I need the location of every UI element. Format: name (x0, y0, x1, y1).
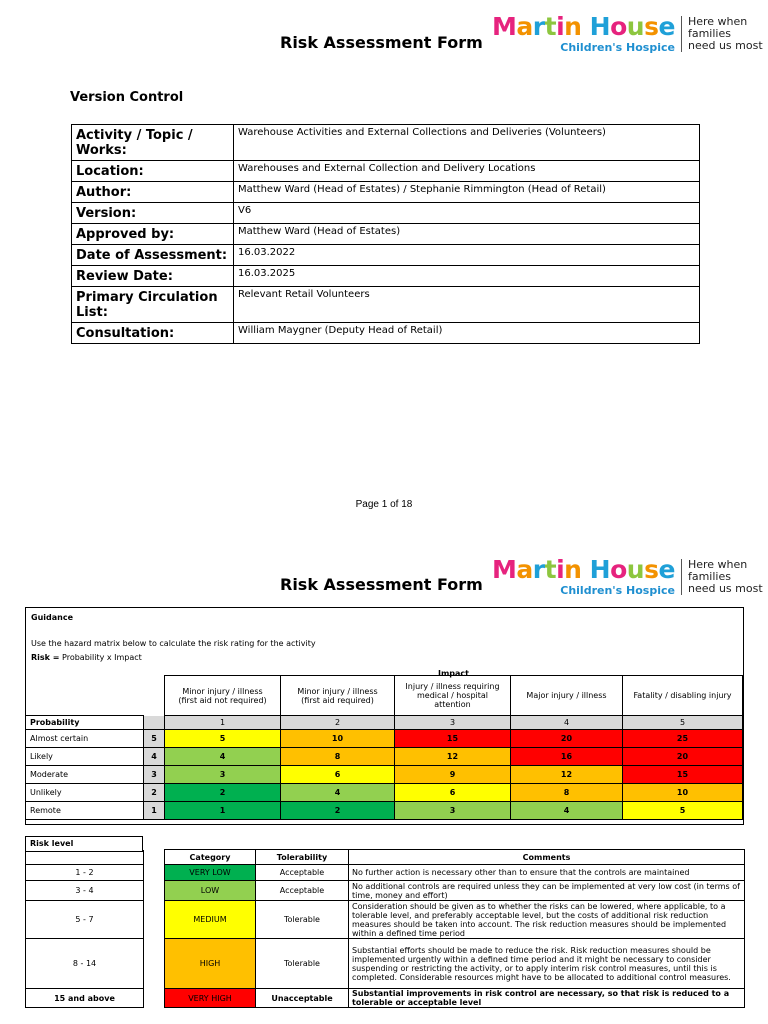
score-range: 5 - 7 (26, 901, 144, 939)
logo-letter: u (626, 555, 645, 584)
matrix-row (26, 784, 743, 802)
hazard-matrix (25, 669, 743, 820)
risk-score-cell: 2 (165, 784, 281, 802)
risk-level-row (26, 989, 745, 1008)
impact-header: Major injury / illness (511, 676, 623, 716)
tagline-line: families (687, 570, 731, 583)
row-value: V6 (234, 203, 700, 224)
probability-row-label: Remote (26, 802, 144, 820)
risk-score-cell: 6 (395, 784, 511, 802)
table-row (72, 161, 700, 182)
risk-score-cell: 10 (623, 784, 743, 802)
logo-letter: M (492, 12, 517, 41)
logo-letter: i (556, 12, 565, 41)
logo-letter: a (516, 555, 533, 584)
tolerability: Tolerable (256, 939, 349, 989)
row-label: Date of Assessment: (72, 245, 234, 266)
logo-name (492, 557, 675, 583)
logo-letter: e (658, 555, 675, 584)
logo-letter: s (644, 12, 659, 41)
impact-header-row (26, 676, 743, 716)
risk-formula (31, 653, 142, 662)
probability-number: 5 (144, 730, 165, 748)
risk-score-cell: 5 (165, 730, 281, 748)
probability-row-label: Almost certain (26, 730, 144, 748)
table-row (72, 287, 700, 323)
row-value: Warehouse Activities and External Collections and Deliveries (Volunteers) (234, 125, 700, 161)
risk-category: VERY LOW (165, 865, 256, 881)
risk-score-cell: 8 (281, 748, 395, 766)
logo-letter: r (532, 555, 545, 584)
logo-subtitle: Children's Hospice (560, 584, 675, 597)
probability-number: 3 (144, 766, 165, 784)
logo-letter (581, 557, 589, 583)
row-value: Matthew Ward (Head of Estates) (234, 224, 700, 245)
risk-level-table (25, 849, 745, 1008)
logo-letter: n (564, 555, 582, 584)
logo-letter: H (589, 12, 611, 41)
risk-score-cell: 4 (511, 802, 623, 820)
row-value: Matthew Ward (Head of Estates) / Stephanie Rimmington (Head of Retail) (234, 182, 700, 203)
risk-score-cell: 12 (395, 748, 511, 766)
probability-number: 1 (144, 802, 165, 820)
guidance-instruction: Use the hazard matrix below to calculate the risk rating for the activity (31, 639, 316, 648)
table-row (72, 203, 700, 224)
matrix-row (26, 748, 743, 766)
probability-row-label: Moderate (26, 766, 144, 784)
page-number: Page 1 of 18 (355, 499, 413, 510)
row-value: Relevant Retail Volunteers (234, 287, 700, 323)
risk-score-cell: 4 (165, 748, 281, 766)
table-row (72, 125, 700, 161)
score-range: 8 - 14 (26, 939, 144, 989)
risk-score-cell: 25 (623, 730, 743, 748)
risk-score-cell: 6 (281, 766, 395, 784)
row-label: Version: (72, 203, 234, 224)
impact-number: 1 (165, 716, 281, 730)
page-2 (0, 540, 768, 1024)
risk-comment: Substantial improvements in risk control are necessary, so that risk is reduced to a tolerable or acceptable level (349, 989, 745, 1008)
table-row (72, 224, 700, 245)
logo-divider (681, 16, 682, 52)
logo-letter: e (658, 12, 675, 41)
risk-comment: Substantial efforts should be made to reduce the risk. Risk reduction measures should be implemented urgently within a defined time period and it might be necessary to consider suspending or restricting the activity, or to apply interim risk control measures, until this is completed. Considerable resources might have to be allocated to additional control measures. (349, 939, 745, 989)
row-value: William Maygner (Deputy Head of Retail) (234, 323, 700, 344)
risk-score-cell: 4 (281, 784, 395, 802)
risk-score-cell: 8 (511, 784, 623, 802)
score-range: 1 - 2 (26, 865, 144, 881)
row-value: 16.03.2025 (234, 266, 700, 287)
impact-header: Minor injury / illness (first aid required) (281, 676, 395, 716)
score-range: 15 and above (26, 989, 144, 1008)
row-label: Consultation: (72, 323, 234, 344)
tagline-line: Here when (687, 15, 748, 28)
logo-letter: t (544, 555, 557, 584)
risk-score-cell: 12 (511, 766, 623, 784)
probability-number: 4 (144, 748, 165, 766)
logo-letter: o (610, 12, 627, 41)
risk-category: HIGH (165, 939, 256, 989)
logo-letter: n (564, 12, 582, 41)
table-row (72, 182, 700, 203)
risk-score-cell: 5 (623, 802, 743, 820)
logo-letter: r (532, 12, 545, 41)
row-value: Warehouses and External Collection and Delivery Locations (234, 161, 700, 182)
risk-score-cell: 3 (395, 802, 511, 820)
risk-comment: No additional controls are required unless they can be implemented at very low cost (in terms of time, money and effort) (349, 881, 745, 901)
logo-name (492, 14, 675, 40)
impact-number: 4 (511, 716, 623, 730)
impact-number-row (26, 716, 743, 730)
logo-letter (581, 14, 589, 40)
page-title: Risk Assessment Form (280, 575, 483, 594)
row-label: Location: (72, 161, 234, 182)
impact-number: 5 (623, 716, 743, 730)
table-row (72, 245, 700, 266)
matrix-row (26, 802, 743, 820)
logo-letter: s (644, 555, 659, 584)
risk-level-row (26, 939, 745, 989)
logo-letter: o (610, 555, 627, 584)
tolerability: Unacceptable (256, 989, 349, 1008)
column-header: Comments (349, 850, 745, 865)
martin-house-logo (492, 14, 763, 54)
impact-label: Impact (437, 669, 469, 678)
row-label: Review Date: (72, 266, 234, 287)
risk-category: VERY HIGH (165, 989, 256, 1008)
risk-score-cell: 3 (165, 766, 281, 784)
matrix-row (26, 766, 743, 784)
score-range: 3 - 4 (26, 881, 144, 901)
table-row (72, 323, 700, 344)
formula-text: Probability x Impact (59, 653, 142, 662)
logo-letter: a (516, 12, 533, 41)
logo-subtitle: Children's Hospice (560, 41, 675, 54)
risk-category: MEDIUM (165, 901, 256, 939)
row-value: 16.03.2022 (234, 245, 700, 266)
logo-tagline (688, 559, 763, 595)
risk-score-cell: 16 (511, 748, 623, 766)
risk-level-row (26, 865, 745, 881)
risk-score-cell: 10 (281, 730, 395, 748)
matrix-row (26, 730, 743, 748)
tolerability: Tolerable (256, 901, 349, 939)
formula-label: Risk = (31, 653, 60, 662)
row-label: Approved by: (72, 224, 234, 245)
impact-header: Fatality / disabling injury (623, 676, 743, 716)
risk-score-cell: 20 (623, 748, 743, 766)
impact-number: 3 (395, 716, 511, 730)
probability-row-label: Likely (26, 748, 144, 766)
risk-level-row (26, 881, 745, 901)
column-header: Tolerability (256, 850, 349, 865)
impact-header: Injury / illness requiring medical / hospital attention (395, 676, 511, 716)
logo-tagline (688, 16, 763, 52)
probability-row-label: Unlikely (26, 784, 144, 802)
risk-category: LOW (165, 881, 256, 901)
page-title: Risk Assessment Form (280, 33, 483, 52)
risk-score-cell: 9 (395, 766, 511, 784)
matrix-body (26, 730, 743, 820)
impact-header: Minor injury / illness (first aid not required) (165, 676, 281, 716)
table-row (72, 266, 700, 287)
risk-score-cell: 15 (395, 730, 511, 748)
risk-score-cell: 1 (165, 802, 281, 820)
logo-letter: i (556, 555, 565, 584)
column-header: Category (165, 850, 256, 865)
impact-number: 2 (281, 716, 395, 730)
version-control-table (71, 124, 700, 344)
tolerability: Acceptable (256, 881, 349, 901)
version-control-heading: Version Control (70, 90, 184, 105)
martin-house-logo (492, 557, 763, 597)
logo-letter: t (544, 12, 557, 41)
probability-label: Probability (26, 716, 144, 730)
risk-level-heading: Risk level (25, 836, 143, 852)
logo-divider (681, 559, 682, 595)
risk-level-body (26, 865, 745, 1008)
row-label: Primary Circulation List: (72, 287, 234, 323)
probability-number: 2 (144, 784, 165, 802)
risk-level-header-row (26, 850, 745, 865)
risk-comment: Consideration should be given as to whether the risks can be lowered, where applicable, to a tolerable level, and preferably acceptable level, but the costs of additional risk reduction measures should be taken into account. The risk reduction measures should be implemented within a defined time period (349, 901, 745, 939)
risk-comment: No further action is necessary other than to ensure that the controls are maintained (349, 865, 745, 881)
tagline-line: need us most (687, 39, 763, 52)
tagline-line: families (687, 27, 731, 40)
guidance-heading: Guidance (31, 613, 73, 622)
tolerability: Acceptable (256, 865, 349, 881)
risk-score-cell: 2 (281, 802, 395, 820)
risk-score-cell: 20 (511, 730, 623, 748)
row-label: Author: (72, 182, 234, 203)
tagline-line: need us most (687, 582, 763, 595)
row-label: Activity / Topic / Works: (72, 125, 234, 161)
tagline-line: Here when (687, 558, 748, 571)
logo-letter: M (492, 555, 517, 584)
risk-level-row (26, 901, 745, 939)
risk-score-cell: 15 (623, 766, 743, 784)
logo-letter: u (626, 12, 645, 41)
logo-letter: H (589, 555, 611, 584)
